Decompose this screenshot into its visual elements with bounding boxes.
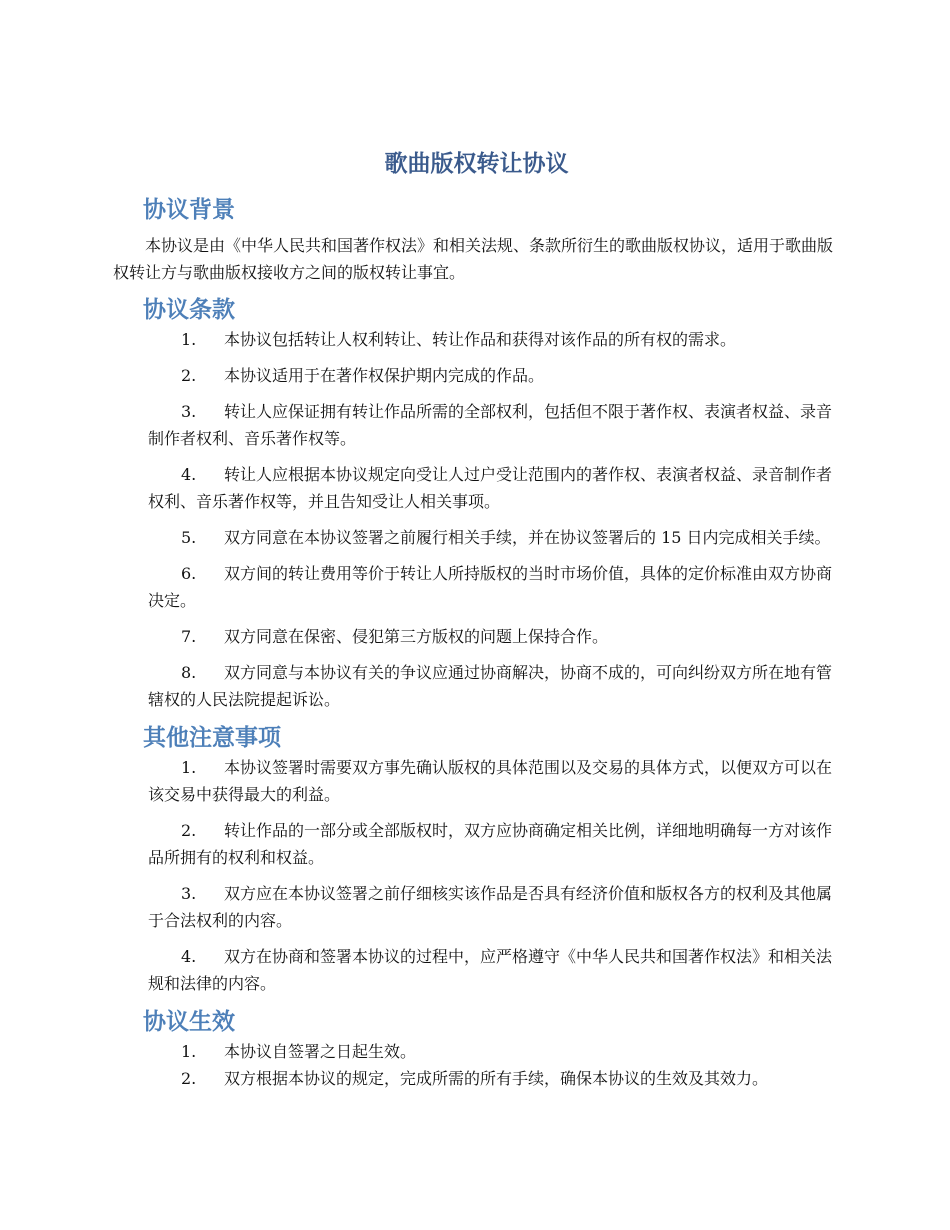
section-heading-terms: 协议条款 bbox=[143, 297, 235, 323]
list-item bbox=[148, 623, 840, 650]
item-number: 2. bbox=[181, 1069, 197, 1088]
item-number: 1. bbox=[181, 330, 197, 349]
item-text: 转让人应根据本协议规定向受让人过户受让范围内的著作权、表演者权益、录音制作者权利、音乐著作权等，并且告知受让人相关事项。 bbox=[148, 465, 833, 511]
item-number: 3. bbox=[181, 884, 197, 903]
list-item bbox=[148, 1038, 840, 1065]
item-number: 1. bbox=[181, 1042, 197, 1061]
list-item bbox=[148, 461, 840, 515]
item-number: 6. bbox=[181, 564, 197, 583]
list-item bbox=[148, 524, 840, 551]
item-number: 8. bbox=[181, 663, 197, 682]
item-text: 转让人应保证拥有转让作品所需的全部权利，包括但不限于著作权、表演者权益、录音制作者权利、音乐著作权等。 bbox=[148, 402, 833, 448]
item-text: 本协议包括转让人权利转让、转让作品和获得对该作品的所有权的需求。 bbox=[224, 330, 737, 349]
list-item bbox=[148, 326, 840, 353]
section-heading-notes: 其他注意事项 bbox=[143, 725, 281, 751]
terms-list bbox=[113, 326, 840, 713]
item-text: 转让作品的一部分或全部版权时，双方应协商确定相关比例，详细地明确每一方对该作品所拥有的权利和权益。 bbox=[148, 821, 833, 867]
list-item bbox=[148, 817, 840, 871]
item-number: 5. bbox=[181, 528, 197, 547]
list-item bbox=[148, 880, 840, 934]
item-text: 本协议签署时需要双方事先确认版权的具体范围以及交易的具体方式，以便双方可以在该交易中获得最大的利益。 bbox=[148, 758, 833, 804]
item-text: 双方应在本协议签署之前仔细核实该作品是否具有经济价值和版权各方的权利及其他属于合法权利的内容。 bbox=[148, 884, 833, 930]
item-number: 4. bbox=[181, 465, 197, 484]
item-number: 2. bbox=[181, 366, 197, 385]
list-item bbox=[148, 659, 840, 713]
effectiveness-list bbox=[113, 1038, 840, 1092]
item-text: 双方根据本协议的规定，完成所需的所有手续，确保本协议的生效及其效力。 bbox=[224, 1069, 769, 1088]
section-heading-effectiveness: 协议生效 bbox=[143, 1009, 235, 1035]
item-number: 3. bbox=[181, 402, 197, 421]
document-title: 歌曲版权转让协议 bbox=[384, 151, 569, 177]
list-item bbox=[148, 1065, 840, 1092]
list-item bbox=[148, 754, 840, 808]
item-number: 7. bbox=[181, 627, 197, 646]
notes-list bbox=[113, 754, 840, 997]
item-number: 4. bbox=[181, 947, 197, 966]
item-text: 双方同意在保密、侵犯第三方版权的问题上保持合作。 bbox=[224, 627, 609, 646]
list-item bbox=[148, 362, 840, 389]
list-item bbox=[148, 943, 840, 997]
item-number: 2. bbox=[181, 821, 197, 840]
background-paragraph: 本协议是由《中华人民共和国著作权法》和相关法规、条款所衍生的歌曲版权协议，适用于歌曲版权转让方与歌曲版权接收方之间的版权转让事宜。 bbox=[113, 236, 834, 282]
item-text: 本协议自签署之日起生效。 bbox=[224, 1042, 417, 1061]
section-heading-background: 协议背景 bbox=[143, 197, 235, 223]
list-item bbox=[148, 398, 840, 452]
item-text: 双方间的转让费用等价于转让人所持版权的当时市场价值，具体的定价标准由双方协商决定。 bbox=[148, 564, 833, 610]
item-text: 双方同意在本协议签署之前履行相关手续，并在协议签署后的 15 日内完成相关手续。 bbox=[224, 528, 831, 547]
item-text: 双方同意与本协议有关的争议应通过协商解决，协商不成的，可向纠纷双方所在地有管辖权的人民法院提起诉讼。 bbox=[148, 663, 833, 709]
item-text: 双方在协商和签署本协议的过程中，应严格遵守《中华人民共和国著作权法》和相关法规和法律的内容。 bbox=[148, 947, 833, 993]
item-text: 本协议适用于在著作权保护期内完成的作品。 bbox=[224, 366, 545, 385]
item-number: 1. bbox=[181, 758, 197, 777]
list-item bbox=[148, 560, 840, 614]
